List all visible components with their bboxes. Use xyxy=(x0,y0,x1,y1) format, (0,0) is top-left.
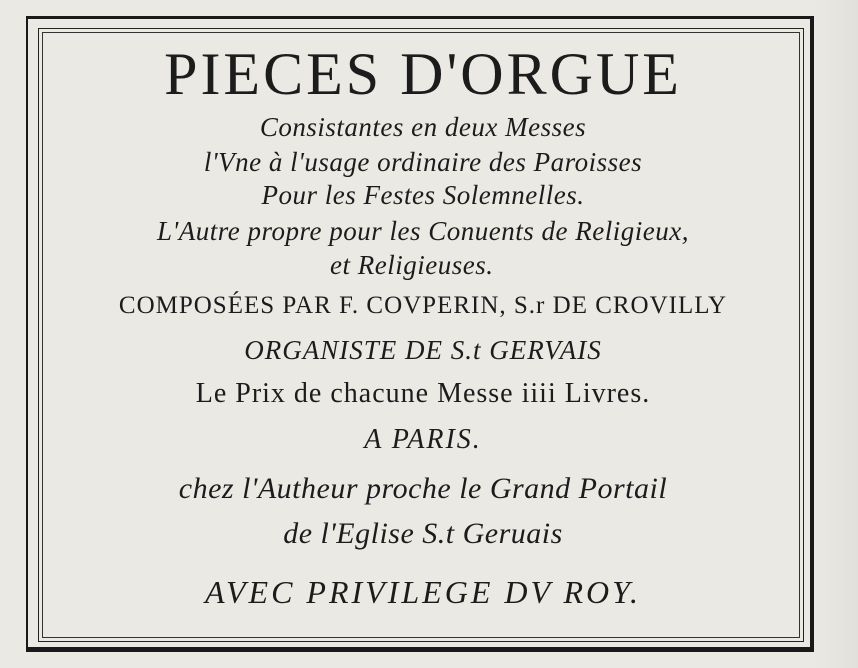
subtitle-line-2: l'Vne à l'usage ordinaire des Paroisses xyxy=(203,147,643,177)
organist-line: ORGANISTE DE S.t GERVAIS xyxy=(244,335,602,365)
page-title: PIECES D'ORGUE xyxy=(164,41,682,107)
subtitle-line-1: Consistantes en deux Messes xyxy=(259,112,587,142)
page-edge-shadow xyxy=(814,0,858,668)
composer-line: COMPOSÉES PAR F. COVPERIN, S.r DE CROVILLY xyxy=(118,292,728,319)
subtitle-line-4: L'Autre propre pour les Conuents de Religieux, xyxy=(157,216,689,246)
price-line: Le Prix de chacune Messe iiii Livres. xyxy=(195,378,651,409)
address-line-1: chez l'Autheur proche le Grand Portail xyxy=(178,472,668,505)
privilege-line: AVEC PRIVILEGE DV ROY. xyxy=(205,574,641,610)
address-line-2: de l'Eglise S.t Geruais xyxy=(283,517,563,550)
city-line: A PARIS. xyxy=(364,424,482,455)
subtitle-line-3: Pour les Festes Solemnelles. xyxy=(261,180,585,210)
subtitle-line-5: et Religieuses. xyxy=(330,250,494,280)
